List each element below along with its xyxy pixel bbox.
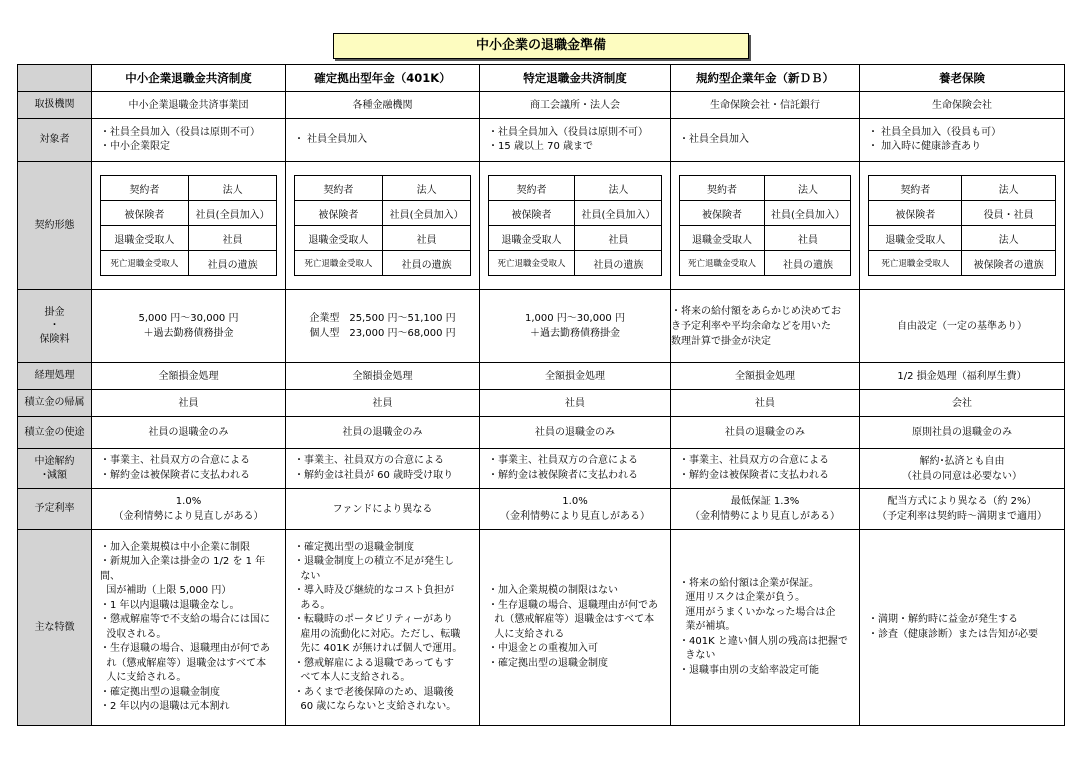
row-label-contract: 契約形態 xyxy=(18,162,92,290)
contract-cell xyxy=(92,162,286,290)
contract-party: 社員(全員加入） xyxy=(765,201,851,226)
premium-cell xyxy=(286,290,480,363)
contract-role: 契約者 xyxy=(869,176,962,201)
institution-row xyxy=(18,92,1065,119)
row-label-line: 掛金 xyxy=(44,306,65,318)
premium-line: ＋過去勤務債務掛金 xyxy=(530,328,620,339)
rate-line: 1.0% xyxy=(562,496,588,507)
contract-cell xyxy=(671,162,860,290)
contract-inner-row xyxy=(100,176,277,201)
contract-inner-row xyxy=(679,226,851,251)
ownership-cell: 社員 xyxy=(286,390,480,417)
cancel-line: ・事業主、社員双方の合意による xyxy=(100,455,250,466)
rate-line: （金利情勢により見直しがある） xyxy=(690,511,840,522)
comparison-table xyxy=(17,64,1065,726)
contract-party: 法人 xyxy=(188,176,276,201)
contract-role: 退職金受取人 xyxy=(679,226,765,251)
contract-role: 退職金受取人 xyxy=(488,226,575,251)
cancel-list xyxy=(286,454,479,483)
row-label-features: 主な特徴 xyxy=(18,530,92,726)
features-cell xyxy=(671,530,860,726)
contract-role: 死亡退職金受取人 xyxy=(869,251,962,276)
features-line: ・加入企業規模は中小企業に制限 xyxy=(100,541,250,553)
contract-inner-row xyxy=(294,176,471,201)
contract-party: 社員の遺族 xyxy=(575,251,662,276)
features-line: ・転職時のポータビリティーがあり xyxy=(294,614,453,625)
rate-cell xyxy=(480,489,671,530)
ownership-row xyxy=(18,390,1065,417)
usage-cell: 社員の退職金のみ xyxy=(671,417,860,449)
accounting-cell: 全額損金処理 xyxy=(671,363,860,390)
features-line: 60 歳にならないと支給されない。 xyxy=(294,701,457,712)
cancel-line: 解約･払済とも自由 xyxy=(919,455,1005,467)
target-line: ・ 社員全員加入 xyxy=(294,133,368,145)
features-line: ・確定拠出型の退職金制度 xyxy=(294,541,414,553)
features-line: ・あくまで老後保障のため、退職後 xyxy=(294,686,454,698)
features-line: 人に支給される xyxy=(488,628,565,640)
target-list xyxy=(860,126,1064,155)
features-line: ・加入企業規模の制限はない xyxy=(488,585,618,596)
contract-party: 法人 xyxy=(962,226,1055,251)
row-label-ownership: 積立金の帰属 xyxy=(18,390,92,417)
contract-role: 退職金受取人 xyxy=(100,226,188,251)
features-list xyxy=(860,613,1064,642)
features-line: ・生存退職の場合、退職理由が何であ xyxy=(488,599,658,611)
cancel-list xyxy=(92,454,285,483)
contract-role: 死亡退職金受取人 xyxy=(679,251,765,276)
premium-line: 5,000 円～30,000 円 xyxy=(138,313,239,324)
usage-row xyxy=(18,417,1065,449)
features-line: ・2 年以内の退職は元本割れ xyxy=(100,701,230,712)
cancel-cell xyxy=(671,449,860,489)
row-label-line: ･減額 xyxy=(42,469,67,481)
row-label-target: 対象者 xyxy=(18,119,92,162)
contract-party: 社員 xyxy=(188,226,276,251)
contract-party: 社員 xyxy=(575,226,662,251)
features-line: ・401K と違い個人別の残高は把握で xyxy=(679,635,848,647)
contract-role: 死亡退職金受取人 xyxy=(488,251,575,276)
cancel-line: （社員の同意は必要ない） xyxy=(902,470,1022,482)
contract-inner-row xyxy=(679,201,851,226)
contract-role: 被保険者 xyxy=(294,201,382,226)
contract-inner-row xyxy=(100,251,277,276)
rate-cell xyxy=(92,489,286,530)
target-cell xyxy=(860,119,1065,162)
features-line: れ（懲戒解雇等）退職金はすべて本 xyxy=(488,614,655,625)
premium-line: 自由設定（一定の基準あり） xyxy=(897,320,1027,332)
cancel-line: ・解約金は社員が 60 歳時受け取り xyxy=(294,469,454,481)
target-line: ・社員全員加入 xyxy=(679,133,749,145)
ownership-cell: 会社 xyxy=(860,390,1065,417)
rate-row xyxy=(18,489,1065,530)
rate-line: （予定利率は契約時～満期まで適用） xyxy=(877,511,1047,522)
features-list xyxy=(92,541,285,715)
accounting-cell: 全額損金処理 xyxy=(92,363,286,390)
features-line: 運用がうまくいかなった場合は企 xyxy=(679,606,836,618)
features-line: ・新規加入企業は掛金の 1/2 を 1 年間、 xyxy=(100,556,266,582)
target-list xyxy=(671,133,859,148)
column-header: 養老保険 xyxy=(860,65,1065,92)
contract-role: 被保険者 xyxy=(679,201,765,226)
rate-line: （金利情勢により見直しがある） xyxy=(500,511,650,522)
institution-cell: 各種金融機関 xyxy=(286,92,480,119)
features-line: べて本人に支給される。 xyxy=(294,672,411,683)
accounting-cell: 1/2 損金処理（福利厚生費） xyxy=(860,363,1065,390)
contract-party: 法人 xyxy=(575,176,662,201)
rate-line: 配当方式により異なる（約 2%） xyxy=(887,496,1037,507)
features-row xyxy=(18,530,1065,726)
contract-party: 社員(全員加入） xyxy=(382,201,470,226)
premium-cell xyxy=(480,290,671,363)
features-line: ・確定拠出型の退職金制度 xyxy=(100,686,220,698)
features-line: ・導入時及び継続的なコスト負担が xyxy=(294,585,454,596)
column-header: 特定退職金共済制度 xyxy=(480,65,671,92)
features-cell xyxy=(286,530,480,726)
contract-party: 社員 xyxy=(765,226,851,251)
contract-inner-row xyxy=(100,226,277,251)
institution-cell: 中小企業退職金共済事業団 xyxy=(92,92,286,119)
features-line: ・1 年以内退職は退職金なし。 xyxy=(100,599,240,611)
contract-inner-row xyxy=(869,251,1056,276)
premium-line: 企業型 25,500 円～51,100 円 xyxy=(309,313,456,324)
features-line: ・診査（健康診断）または告知が必要 xyxy=(868,628,1038,640)
target-row xyxy=(18,119,1065,162)
row-label-institution: 取扱機関 xyxy=(18,92,92,119)
contract-cell xyxy=(286,162,480,290)
page-title: 中小企業の退職金準備 xyxy=(333,33,749,59)
cancel-line: ・事業主、社員双方の合意による xyxy=(294,455,444,466)
accounting-cell: 全額損金処理 xyxy=(286,363,480,390)
contract-inner-row xyxy=(488,176,662,201)
row-label-line: 保険料 xyxy=(39,333,70,345)
target-line: ・15 歳以上 70 歳まで xyxy=(488,141,593,152)
features-list xyxy=(480,584,670,671)
contract-role: 契約者 xyxy=(100,176,188,201)
premium-line: ・将来の給付額をあらかじめ決めてお xyxy=(671,305,841,317)
contract-party: 社員の遺族 xyxy=(382,251,470,276)
features-line: ・将来の給付額は企業が保証。 xyxy=(679,577,819,589)
features-line: ある。 xyxy=(294,599,331,611)
premium-row xyxy=(18,290,1065,363)
features-line: 業が補填。 xyxy=(679,621,736,633)
rate-cell xyxy=(671,489,860,530)
column-header: 中小企業退職金共済制度 xyxy=(92,65,286,92)
contract-inner-row xyxy=(294,251,471,276)
institution-cell: 生命保険会社 xyxy=(860,92,1065,119)
rate-cell xyxy=(286,489,480,530)
usage-cell: 原則社員の退職金のみ xyxy=(860,417,1065,449)
row-label-line: 中途解約 xyxy=(34,456,75,467)
features-cell xyxy=(860,530,1065,726)
premium-line: 個人型 23,000 円～68,000 円 xyxy=(309,328,456,339)
target-list xyxy=(92,126,285,155)
contract-role: 被保険者 xyxy=(869,201,962,226)
features-line: 国が補助（上限 5,000 円） xyxy=(100,585,232,596)
features-list xyxy=(286,541,479,715)
contract-inner-row xyxy=(869,201,1056,226)
contract-cell xyxy=(860,162,1065,290)
ownership-cell: 社員 xyxy=(480,390,671,417)
target-cell xyxy=(92,119,286,162)
contract-inner-table xyxy=(100,175,278,276)
contract-role: 被保険者 xyxy=(488,201,575,226)
usage-cell: 社員の退職金のみ xyxy=(286,417,480,449)
features-cell xyxy=(92,530,286,726)
features-line: ・懲戒解雇等で不支給の場合には国に xyxy=(100,614,270,625)
features-line: きない xyxy=(679,650,716,662)
features-line: 没収される。 xyxy=(100,628,167,640)
cancel-line: ・事業主、社員双方の合意による xyxy=(679,455,829,466)
premium-line: 1,000 円～30,000 円 xyxy=(525,313,625,324)
target-cell xyxy=(480,119,671,162)
features-line: 運用リスクは企業が負う。 xyxy=(679,592,806,604)
cancel-list xyxy=(671,454,859,483)
contract-role: 契約者 xyxy=(488,176,575,201)
cancel-line: ・解約金は被保険者に支払われる xyxy=(100,469,250,481)
contract-inner-table xyxy=(868,175,1056,276)
contract-inner-row xyxy=(679,251,851,276)
premium-cell xyxy=(92,290,286,363)
contract-inner-row xyxy=(679,176,851,201)
contract-party: 社員の遺族 xyxy=(188,251,276,276)
features-line: れ（懲戒解雇等）退職金はすべて本 xyxy=(100,657,267,669)
header-row xyxy=(18,65,1065,92)
features-line: ・懲戒解雇による退職であってもす xyxy=(294,657,454,669)
premium-line: 数理計算で掛金が決定 xyxy=(671,335,771,347)
contract-inner-row xyxy=(488,201,662,226)
ownership-cell: 社員 xyxy=(92,390,286,417)
features-line: ・退職事由別の支給率設定可能 xyxy=(679,664,819,676)
contract-role: 退職金受取人 xyxy=(294,226,382,251)
cancel-cell xyxy=(860,449,1065,489)
features-line: 先に 401K が無ければ個人で運用。 xyxy=(294,643,463,654)
rate-line: （金利情勢により見直しがある） xyxy=(113,511,264,522)
features-line: ・生存退職の場合、退職理由が何であ xyxy=(100,643,270,654)
contract-inner-row xyxy=(869,226,1056,251)
contract-party: 社員(全員加入） xyxy=(575,201,662,226)
target-cell xyxy=(671,119,860,162)
contract-inner-table xyxy=(679,175,852,276)
contract-inner-row xyxy=(294,226,471,251)
contract-role: 被保険者 xyxy=(100,201,188,226)
premium-line: ＋過去勤務債務掛金 xyxy=(143,328,234,339)
rate-cell xyxy=(860,489,1065,530)
contract-party: 被保険者の遺族 xyxy=(962,251,1055,276)
cancel-row xyxy=(18,449,1065,489)
institution-cell: 生命保険会社・信託銀行 xyxy=(671,92,860,119)
contract-inner-row xyxy=(100,201,277,226)
column-header: 確定拠出型年金（401K） xyxy=(286,65,480,92)
rate-line: 最低保証 1.3% xyxy=(730,496,800,507)
features-cell xyxy=(480,530,671,726)
contract-cell xyxy=(480,162,671,290)
cancel-cell xyxy=(92,449,286,489)
row-label-premium xyxy=(18,290,92,363)
contract-role: 死亡退職金受取人 xyxy=(294,251,382,276)
contract-party: 役員・社員 xyxy=(962,201,1055,226)
features-line: ・中退金との重複加入可 xyxy=(488,643,598,654)
institution-cell: 商工会議所・法人会 xyxy=(480,92,671,119)
contract-inner-row xyxy=(488,226,662,251)
contract-party: 法人 xyxy=(765,176,851,201)
contract-inner-table xyxy=(294,175,472,276)
row-label-rate: 予定利率 xyxy=(18,489,92,530)
cancel-cell xyxy=(480,449,671,489)
column-header: 規約型企業年金（新ＤＢ） xyxy=(671,65,860,92)
target-list xyxy=(480,126,670,155)
premium-cell xyxy=(860,290,1065,363)
target-cell xyxy=(286,119,480,162)
row-label-line: ・ xyxy=(49,320,60,332)
contract-role: 死亡退職金受取人 xyxy=(100,251,188,276)
cancel-line: ・解約金は被保険者に支払われる xyxy=(679,469,829,481)
cancel-line: ・事業主、社員双方の合意による xyxy=(488,455,638,466)
contract-role: 契約者 xyxy=(679,176,765,201)
contract-inner-row xyxy=(869,176,1056,201)
contract-party: 社員(全員加入） xyxy=(188,201,276,226)
row-label-accounting: 経理処理 xyxy=(18,363,92,390)
contract-inner-row xyxy=(488,251,662,276)
contract-inner-table xyxy=(488,175,663,276)
cancel-cell xyxy=(286,449,480,489)
rate-line: 1.0% xyxy=(175,496,202,507)
premium-line: き予定利率や平均余命などを用いた xyxy=(671,320,831,332)
target-list xyxy=(286,133,479,148)
rate-line: ファンドにより異なる xyxy=(332,503,433,515)
target-line: ・ 社員全員加入（役員も可） xyxy=(868,126,1002,138)
corner-cell xyxy=(18,65,92,92)
accounting-cell: 全額損金処理 xyxy=(480,363,671,390)
features-list xyxy=(671,577,859,679)
cancel-line: ・解約金は被保険者に支払われる xyxy=(488,469,638,481)
row-label-cancel xyxy=(18,449,92,489)
ownership-cell: 社員 xyxy=(671,390,860,417)
contract-party: 法人 xyxy=(382,176,470,201)
usage-cell: 社員の退職金のみ xyxy=(480,417,671,449)
target-line: ・ 加入時に健康診査あり xyxy=(868,141,982,152)
target-line: ・社員全員加入（役員は原則不可） xyxy=(100,126,260,138)
target-line: ・中小企業限定 xyxy=(100,141,170,152)
row-label-usage: 積立金の使途 xyxy=(18,417,92,449)
features-line: ない xyxy=(294,570,321,582)
cancel-list xyxy=(480,454,670,483)
features-line: ・確定拠出型の退職金制度 xyxy=(488,657,608,669)
contract-row xyxy=(18,162,1065,290)
usage-cell: 社員の退職金のみ xyxy=(92,417,286,449)
features-line: ・退職金制度上の積立不足が発生し xyxy=(294,556,454,567)
contract-party: 社員の遺族 xyxy=(765,251,851,276)
features-line: 雇用の流動化に対応。ただし、転職 xyxy=(294,628,461,640)
contract-role: 退職金受取人 xyxy=(869,226,962,251)
features-line: 人に支給される。 xyxy=(100,672,187,683)
contract-inner-row xyxy=(294,201,471,226)
premium-cell xyxy=(671,290,860,363)
contract-role: 契約者 xyxy=(294,176,382,201)
features-line: ・満期・解約時に益金が発生する xyxy=(868,614,1018,625)
contract-party: 社員 xyxy=(382,226,470,251)
target-line: ・社員全員加入（役員は原則不可） xyxy=(488,126,648,138)
contract-party: 法人 xyxy=(962,176,1055,201)
accounting-row xyxy=(18,363,1065,390)
